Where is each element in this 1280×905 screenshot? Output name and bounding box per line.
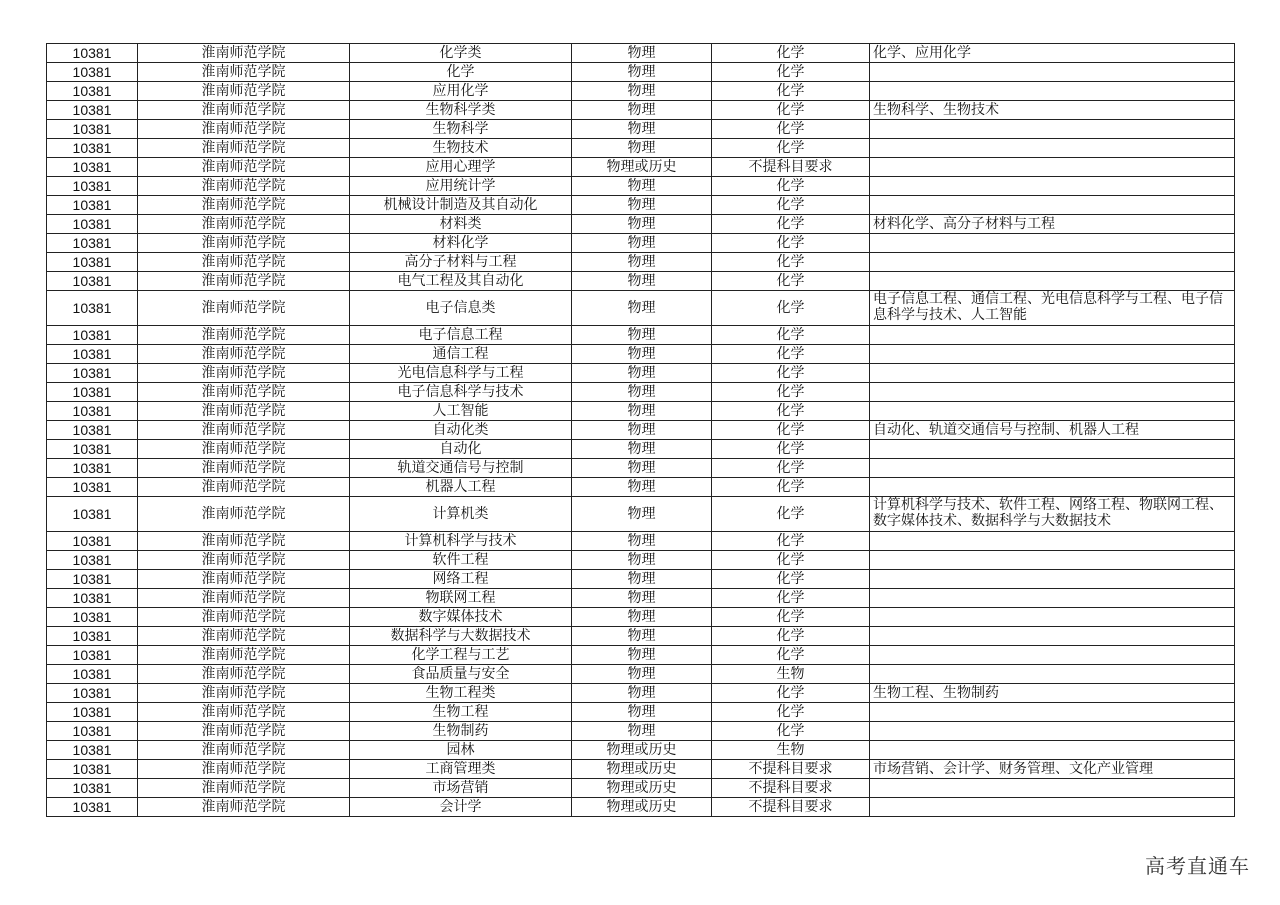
school-code-cell: 10381 [47, 364, 138, 383]
second-subject-cell: 化学 [712, 421, 870, 440]
covered-majors-cell [870, 627, 1235, 646]
major-cell: 电子信息工程 [350, 326, 572, 345]
school-code-cell: 10381 [47, 158, 138, 177]
covered-majors-cell [870, 234, 1235, 253]
second-subject-cell: 化学 [712, 120, 870, 139]
table-row [47, 627, 1235, 646]
second-subject-cell: 化学 [712, 402, 870, 421]
covered-majors-cell: 材料化学、高分子材料与工程 [870, 215, 1235, 234]
first-subject-cell: 物理 [572, 703, 712, 722]
covered-majors-cell [870, 646, 1235, 665]
major-cell: 数据科学与大数据技术 [350, 627, 572, 646]
school-name-cell: 淮南师范学院 [138, 703, 350, 722]
second-subject-cell: 化学 [712, 627, 870, 646]
first-subject-cell: 物理 [572, 177, 712, 196]
second-subject-cell: 化学 [712, 177, 870, 196]
second-subject-cell: 化学 [712, 478, 870, 497]
school-name-cell: 淮南师范学院 [138, 402, 350, 421]
major-cell: 材料化学 [350, 234, 572, 253]
school-code-cell: 10381 [47, 684, 138, 703]
second-subject-cell: 化学 [712, 139, 870, 158]
school-code-cell: 10381 [47, 779, 138, 798]
covered-majors-cell: 生物工程、生物制药 [870, 684, 1235, 703]
covered-majors-cell [870, 402, 1235, 421]
school-name-cell: 淮南师范学院 [138, 177, 350, 196]
covered-majors-cell [870, 139, 1235, 158]
first-subject-cell: 物理 [572, 478, 712, 497]
school-code-cell: 10381 [47, 497, 138, 532]
table-row [47, 440, 1235, 459]
school-code-cell: 10381 [47, 139, 138, 158]
first-subject-cell: 物理 [572, 459, 712, 478]
first-subject-cell: 物理 [572, 383, 712, 402]
covered-majors-cell [870, 779, 1235, 798]
first-subject-cell: 物理 [572, 139, 712, 158]
first-subject-cell: 物理 [572, 440, 712, 459]
second-subject-cell: 化学 [712, 326, 870, 345]
school-name-cell: 淮南师范学院 [138, 345, 350, 364]
major-cell: 电气工程及其自动化 [350, 272, 572, 291]
major-cell: 物联网工程 [350, 589, 572, 608]
school-code-cell: 10381 [47, 608, 138, 627]
first-subject-cell: 物理 [572, 627, 712, 646]
first-subject-cell: 物理 [572, 497, 712, 532]
second-subject-cell: 化学 [712, 440, 870, 459]
first-subject-cell: 物理 [572, 82, 712, 101]
covered-majors-cell [870, 703, 1235, 722]
covered-majors-cell [870, 253, 1235, 272]
school-code-cell: 10381 [47, 345, 138, 364]
first-subject-cell: 物理或历史 [572, 741, 712, 760]
school-code-cell: 10381 [47, 589, 138, 608]
covered-majors-cell: 计算机科学与技术、软件工程、网络工程、物联网工程、数字媒体技术、数据科学与大数据技术 [870, 497, 1235, 532]
second-subject-cell: 化学 [712, 215, 870, 234]
table-row [47, 215, 1235, 234]
covered-majors-cell [870, 570, 1235, 589]
table-row [47, 608, 1235, 627]
table-row [47, 421, 1235, 440]
table-row [47, 120, 1235, 139]
school-name-cell: 淮南师范学院 [138, 253, 350, 272]
table-row [47, 196, 1235, 215]
school-code-cell: 10381 [47, 215, 138, 234]
table-body [47, 44, 1235, 817]
school-code-cell: 10381 [47, 253, 138, 272]
covered-majors-cell: 电子信息工程、通信工程、光电信息科学与工程、电子信息科学与技术、人工智能 [870, 291, 1235, 326]
covered-majors-cell [870, 478, 1235, 497]
table-row [47, 551, 1235, 570]
major-cell: 应用化学 [350, 82, 572, 101]
school-name-cell: 淮南师范学院 [138, 646, 350, 665]
school-name-cell: 淮南师范学院 [138, 741, 350, 760]
second-subject-cell: 化学 [712, 253, 870, 272]
school-code-cell: 10381 [47, 383, 138, 402]
first-subject-cell: 物理 [572, 532, 712, 551]
major-cell: 化学工程与工艺 [350, 646, 572, 665]
school-code-cell: 10381 [47, 44, 138, 63]
school-code-cell: 10381 [47, 798, 138, 817]
major-cell: 电子信息科学与技术 [350, 383, 572, 402]
requirements-table [46, 43, 1235, 817]
school-code-cell: 10381 [47, 272, 138, 291]
first-subject-cell: 物理或历史 [572, 760, 712, 779]
second-subject-cell: 化学 [712, 646, 870, 665]
second-subject-cell: 生物 [712, 741, 870, 760]
second-subject-cell: 不提科目要求 [712, 798, 870, 817]
major-cell: 人工智能 [350, 402, 572, 421]
school-code-cell: 10381 [47, 459, 138, 478]
second-subject-cell: 化学 [712, 684, 870, 703]
major-cell: 自动化 [350, 440, 572, 459]
major-cell: 生物技术 [350, 139, 572, 158]
major-cell: 通信工程 [350, 345, 572, 364]
table-row [47, 459, 1235, 478]
school-code-cell: 10381 [47, 570, 138, 589]
school-code-cell: 10381 [47, 703, 138, 722]
table-row [47, 478, 1235, 497]
school-name-cell: 淮南师范学院 [138, 478, 350, 497]
covered-majors-cell: 自动化、轨道交通信号与控制、机器人工程 [870, 421, 1235, 440]
first-subject-cell: 物理 [572, 402, 712, 421]
school-code-cell: 10381 [47, 478, 138, 497]
school-name-cell: 淮南师范学院 [138, 82, 350, 101]
school-code-cell: 10381 [47, 741, 138, 760]
school-name-cell: 淮南师范学院 [138, 440, 350, 459]
school-name-cell: 淮南师范学院 [138, 120, 350, 139]
school-code-cell: 10381 [47, 101, 138, 120]
second-subject-cell: 化学 [712, 272, 870, 291]
first-subject-cell: 物理 [572, 684, 712, 703]
table-row [47, 139, 1235, 158]
covered-majors-cell [870, 326, 1235, 345]
school-name-cell: 淮南师范学院 [138, 551, 350, 570]
major-cell: 生物科学 [350, 120, 572, 139]
table-row [47, 684, 1235, 703]
covered-majors-cell [870, 741, 1235, 760]
school-name-cell: 淮南师范学院 [138, 215, 350, 234]
second-subject-cell: 化学 [712, 570, 870, 589]
second-subject-cell: 化学 [712, 82, 870, 101]
school-name-cell: 淮南师范学院 [138, 63, 350, 82]
covered-majors-cell [870, 665, 1235, 684]
table-row [47, 760, 1235, 779]
second-subject-cell: 化学 [712, 722, 870, 741]
table-row [47, 44, 1235, 63]
covered-majors-cell [870, 272, 1235, 291]
covered-majors-cell: 市场营销、会计学、财务管理、文化产业管理 [870, 760, 1235, 779]
second-subject-cell: 化学 [712, 703, 870, 722]
school-name-cell: 淮南师范学院 [138, 627, 350, 646]
table-row [47, 345, 1235, 364]
first-subject-cell: 物理 [572, 196, 712, 215]
school-name-cell: 淮南师范学院 [138, 364, 350, 383]
second-subject-cell: 化学 [712, 291, 870, 326]
second-subject-cell: 化学 [712, 497, 870, 532]
first-subject-cell: 物理 [572, 421, 712, 440]
major-cell: 化学 [350, 63, 572, 82]
major-cell: 自动化类 [350, 421, 572, 440]
covered-majors-cell [870, 158, 1235, 177]
table-row [47, 177, 1235, 196]
table-row [47, 383, 1235, 402]
school-name-cell: 淮南师范学院 [138, 722, 350, 741]
major-cell: 计算机科学与技术 [350, 532, 572, 551]
school-name-cell: 淮南师范学院 [138, 44, 350, 63]
school-code-cell: 10381 [47, 326, 138, 345]
major-cell: 数字媒体技术 [350, 608, 572, 627]
school-name-cell: 淮南师范学院 [138, 684, 350, 703]
covered-majors-cell [870, 608, 1235, 627]
major-cell: 机械设计制造及其自动化 [350, 196, 572, 215]
second-subject-cell: 生物 [712, 665, 870, 684]
school-name-cell: 淮南师范学院 [138, 760, 350, 779]
first-subject-cell: 物理 [572, 589, 712, 608]
table-row [47, 722, 1235, 741]
table-row [47, 532, 1235, 551]
school-name-cell: 淮南师范学院 [138, 589, 350, 608]
table-row [47, 646, 1235, 665]
first-subject-cell: 物理 [572, 44, 712, 63]
major-cell: 生物工程 [350, 703, 572, 722]
second-subject-cell: 不提科目要求 [712, 779, 870, 798]
school-name-cell: 淮南师范学院 [138, 497, 350, 532]
table-row [47, 63, 1235, 82]
covered-majors-cell [870, 383, 1235, 402]
table-row [47, 589, 1235, 608]
watermark-text: 高考直通车 [1145, 854, 1250, 878]
covered-majors-cell [870, 82, 1235, 101]
second-subject-cell: 化学 [712, 63, 870, 82]
school-code-cell: 10381 [47, 63, 138, 82]
school-name-cell: 淮南师范学院 [138, 532, 350, 551]
school-code-cell: 10381 [47, 120, 138, 139]
first-subject-cell: 物理 [572, 291, 712, 326]
table-row [47, 158, 1235, 177]
school-code-cell: 10381 [47, 402, 138, 421]
major-cell: 工商管理类 [350, 760, 572, 779]
major-cell: 化学类 [350, 44, 572, 63]
second-subject-cell: 化学 [712, 101, 870, 120]
school-code-cell: 10381 [47, 551, 138, 570]
major-cell: 软件工程 [350, 551, 572, 570]
first-subject-cell: 物理 [572, 551, 712, 570]
table-row [47, 364, 1235, 383]
table-row [47, 272, 1235, 291]
first-subject-cell: 物理 [572, 326, 712, 345]
second-subject-cell: 不提科目要求 [712, 158, 870, 177]
first-subject-cell: 物理 [572, 101, 712, 120]
major-cell: 材料类 [350, 215, 572, 234]
school-code-cell: 10381 [47, 421, 138, 440]
first-subject-cell: 物理 [572, 646, 712, 665]
school-code-cell: 10381 [47, 440, 138, 459]
covered-majors-cell [870, 364, 1235, 383]
school-name-cell: 淮南师范学院 [138, 665, 350, 684]
school-name-cell: 淮南师范学院 [138, 421, 350, 440]
major-cell: 高分子材料与工程 [350, 253, 572, 272]
first-subject-cell: 物理 [572, 253, 712, 272]
major-cell: 食品质量与安全 [350, 665, 572, 684]
table-row [47, 101, 1235, 120]
major-cell: 生物工程类 [350, 684, 572, 703]
major-cell: 会计学 [350, 798, 572, 817]
table-row [47, 798, 1235, 817]
covered-majors-cell [870, 345, 1235, 364]
school-code-cell: 10381 [47, 234, 138, 253]
covered-majors-cell [870, 722, 1235, 741]
major-cell: 轨道交通信号与控制 [350, 459, 572, 478]
first-subject-cell: 物理 [572, 608, 712, 627]
school-name-cell: 淮南师范学院 [138, 326, 350, 345]
school-code-cell: 10381 [47, 665, 138, 684]
covered-majors-cell [870, 120, 1235, 139]
major-cell: 计算机类 [350, 497, 572, 532]
school-name-cell: 淮南师范学院 [138, 779, 350, 798]
major-cell: 市场营销 [350, 779, 572, 798]
school-name-cell: 淮南师范学院 [138, 383, 350, 402]
second-subject-cell: 化学 [712, 234, 870, 253]
table-row [47, 779, 1235, 798]
major-cell: 生物制药 [350, 722, 572, 741]
major-cell: 应用心理学 [350, 158, 572, 177]
second-subject-cell: 化学 [712, 383, 870, 402]
school-name-cell: 淮南师范学院 [138, 570, 350, 589]
school-name-cell: 淮南师范学院 [138, 196, 350, 215]
first-subject-cell: 物理 [572, 722, 712, 741]
school-name-cell: 淮南师范学院 [138, 139, 350, 158]
covered-majors-cell [870, 532, 1235, 551]
first-subject-cell: 物理或历史 [572, 798, 712, 817]
first-subject-cell: 物理 [572, 63, 712, 82]
covered-majors-cell [870, 459, 1235, 478]
second-subject-cell: 化学 [712, 364, 870, 383]
school-code-cell: 10381 [47, 646, 138, 665]
first-subject-cell: 物理或历史 [572, 779, 712, 798]
second-subject-cell: 化学 [712, 589, 870, 608]
school-code-cell: 10381 [47, 196, 138, 215]
school-code-cell: 10381 [47, 760, 138, 779]
first-subject-cell: 物理 [572, 364, 712, 383]
first-subject-cell: 物理 [572, 665, 712, 684]
school-name-cell: 淮南师范学院 [138, 459, 350, 478]
first-subject-cell: 物理 [572, 234, 712, 253]
table-row [47, 741, 1235, 760]
major-cell: 网络工程 [350, 570, 572, 589]
covered-majors-cell [870, 177, 1235, 196]
second-subject-cell: 不提科目要求 [712, 760, 870, 779]
first-subject-cell: 物理 [572, 120, 712, 139]
school-name-cell: 淮南师范学院 [138, 291, 350, 326]
first-subject-cell: 物理 [572, 570, 712, 589]
table-row [47, 703, 1235, 722]
second-subject-cell: 化学 [712, 532, 870, 551]
second-subject-cell: 化学 [712, 551, 870, 570]
school-code-cell: 10381 [47, 82, 138, 101]
major-cell: 机器人工程 [350, 478, 572, 497]
school-code-cell: 10381 [47, 722, 138, 741]
covered-majors-cell: 生物科学、生物技术 [870, 101, 1235, 120]
table-row [47, 497, 1235, 532]
table-row [47, 291, 1235, 326]
covered-majors-cell [870, 798, 1235, 817]
school-code-cell: 10381 [47, 627, 138, 646]
school-name-cell: 淮南师范学院 [138, 101, 350, 120]
table-row [47, 82, 1235, 101]
school-code-cell: 10381 [47, 532, 138, 551]
first-subject-cell: 物理或历史 [572, 158, 712, 177]
second-subject-cell: 化学 [712, 345, 870, 364]
first-subject-cell: 物理 [572, 272, 712, 291]
school-code-cell: 10381 [47, 177, 138, 196]
major-cell: 光电信息科学与工程 [350, 364, 572, 383]
first-subject-cell: 物理 [572, 345, 712, 364]
covered-majors-cell [870, 440, 1235, 459]
school-name-cell: 淮南师范学院 [138, 234, 350, 253]
table-row [47, 234, 1235, 253]
table-row [47, 326, 1235, 345]
major-cell: 园林 [350, 741, 572, 760]
table-row [47, 665, 1235, 684]
school-name-cell: 淮南师范学院 [138, 158, 350, 177]
school-code-cell: 10381 [47, 291, 138, 326]
second-subject-cell: 化学 [712, 44, 870, 63]
covered-majors-cell [870, 589, 1235, 608]
school-name-cell: 淮南师范学院 [138, 272, 350, 291]
school-name-cell: 淮南师范学院 [138, 608, 350, 627]
major-cell: 电子信息类 [350, 291, 572, 326]
school-name-cell: 淮南师范学院 [138, 798, 350, 817]
major-cell: 应用统计学 [350, 177, 572, 196]
major-cell: 生物科学类 [350, 101, 572, 120]
covered-majors-cell [870, 196, 1235, 215]
second-subject-cell: 化学 [712, 608, 870, 627]
first-subject-cell: 物理 [572, 215, 712, 234]
covered-majors-cell: 化学、应用化学 [870, 44, 1235, 63]
table-row [47, 253, 1235, 272]
table-row [47, 570, 1235, 589]
table-row [47, 402, 1235, 421]
second-subject-cell: 化学 [712, 196, 870, 215]
covered-majors-cell [870, 63, 1235, 82]
covered-majors-cell [870, 551, 1235, 570]
second-subject-cell: 化学 [712, 459, 870, 478]
